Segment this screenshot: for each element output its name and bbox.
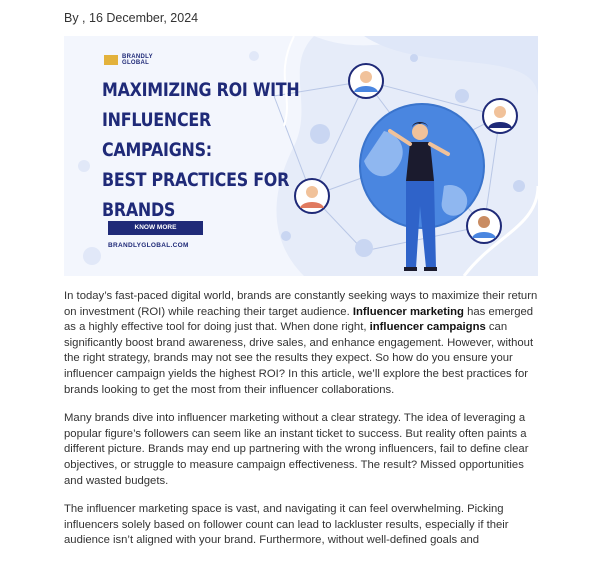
article-paragraph: The influencer marketing space is vast, and navigating it can feel overwhelming. Picking influencers solely based on follower count can lead to lackluster results, especially if their audience isn’t aligned with your brand. Furthermore, without well-defined goals and [64,503,509,547]
hero-title-line: BEST PRACTICES FOR [102,170,290,191]
know-more-button[interactable]: KNOW MORE [108,221,203,235]
article-paragraph [64,289,542,398]
hero-title-line: INFLUENCER CAMPAIGNS: [102,110,212,161]
paragraph-text: In today’s fast-paced digital world, brands are constantly seeking ways to maximize their return on investment (ROI) while reaching their target audience. [64,290,538,318]
paragraph-text: can significantly boost brand awareness, drive sales, and enhance engagement. However, without the right strategy, brands may not see the results they expect. So how do you ensure your influencer campaign yields the highest ROI? In this article, we’ll explore the best practices for brands looking to get the most from their influencer collaborations. [64,321,534,396]
hero-title-line: MAXIMIZING ROI WITH [102,80,300,101]
article-body [64,289,542,562]
article-paragraph: Many brands dive into influencer marketing without a clear strategy. The idea of leveraging a popular figure’s followers can seem like an instant ticket to success. But reality often paints a different picture. Brands may end up partnering with the wrong influencers, fail to define clear objectives, or struggle to measure campaign effectiveness. The result? Missed opportunities and wasted budgets. [64,412,529,487]
brand-logo [104,54,153,66]
logo-text [122,54,153,66]
hero-title [102,76,308,226]
hero-title-line: BRANDS [102,200,176,221]
logo-line-2: GLOBAL [122,60,150,66]
bold-keyword: influencer campaigns [369,321,486,334]
post-byline: By , 16 December, 2024 [64,11,199,25]
site-url: BRANDLYGLOBAL.COM [108,242,189,249]
bold-keyword: Influencer marketing [352,305,464,318]
logo-line-1: BRANDLY [122,54,153,60]
hero-banner-image [64,36,538,276]
paragraph-text: has emerged as a highly effective tool for doing just that. When done right, [64,305,534,334]
logo-mark-icon [104,55,118,65]
